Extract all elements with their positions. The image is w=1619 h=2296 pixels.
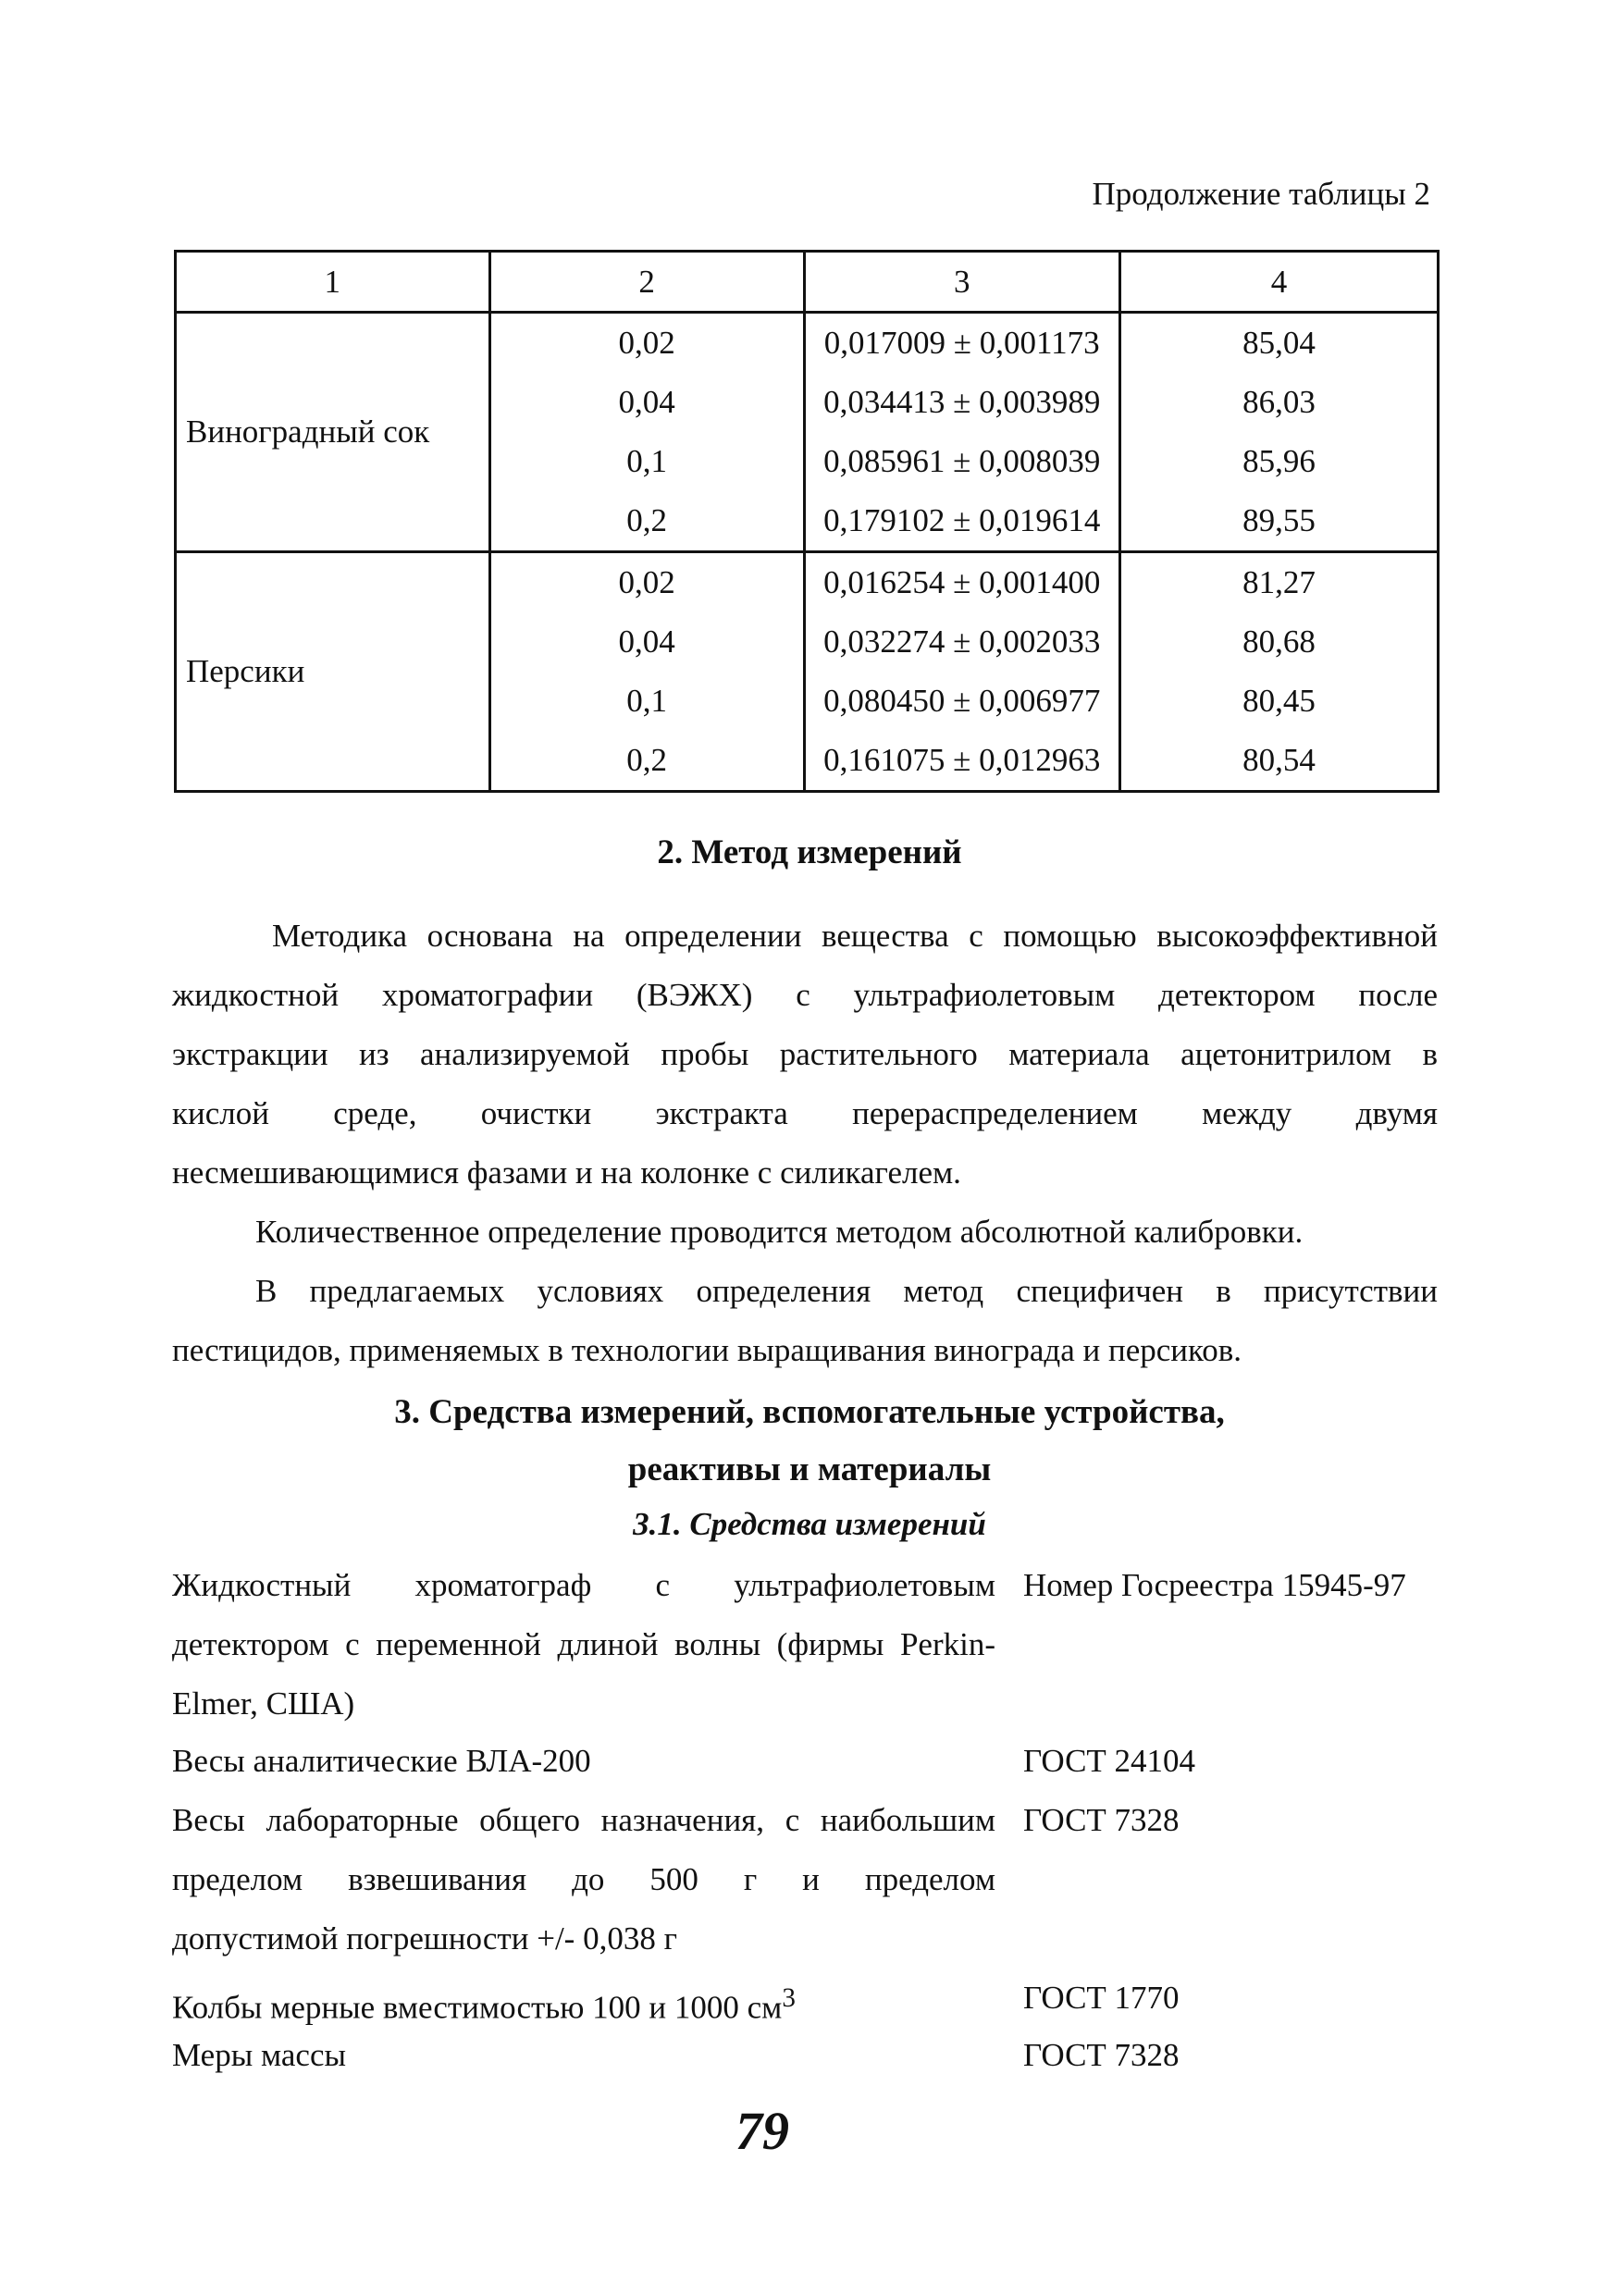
found-cell xyxy=(804,552,1119,792)
section-2-paragraph-3 xyxy=(172,1262,1438,1380)
text-line: Методика основана на определении вещества с помощью высокоэффективной xyxy=(272,918,1438,954)
instrument-item xyxy=(172,1732,1440,1791)
text-line: кислой среде, очистки экстракта перераспределением между двумя xyxy=(172,1095,1438,1131)
table-value: 86,03 xyxy=(1242,384,1316,420)
instrument-item xyxy=(172,1556,1440,1734)
section-2-paragraph-1 xyxy=(172,907,1438,1203)
results-table xyxy=(174,250,1440,793)
text-line: Весы лабораторные общего назначения, с наибольшим xyxy=(172,1802,995,1838)
table-value: 0,2 xyxy=(626,502,667,538)
instrument-item xyxy=(172,1791,1440,1969)
instrument-reference: ГОСТ 7328 xyxy=(1023,2037,1180,2073)
text-line: экстракции из анализируемой пробы растительного материала ацетонитрилом в xyxy=(172,1036,1438,1072)
section-3-1-subtitle: 3.1. Средства измерений xyxy=(633,1506,986,1542)
text-line: детектором с переменной длиной волны (фирмы Perkin- xyxy=(172,1626,995,1662)
text-line: Меры массы xyxy=(172,2037,346,2073)
section-2-paragraph-2 xyxy=(172,1203,1438,1262)
section-3-title-line-1: 3. Средства измерений, вспомогательные устройства, xyxy=(394,1393,1225,1431)
text-line: пределом взвешивания до 500 г и пределом xyxy=(172,1861,995,1897)
table-value: 0,080450 ± 0,006977 xyxy=(823,683,1101,719)
instrument-description xyxy=(172,1732,995,1791)
text-line: Elmer, США) xyxy=(172,1685,355,1722)
instrument-item xyxy=(172,2026,1440,2085)
table-value: 0,2 xyxy=(626,742,667,778)
instrument-reference: ГОСТ 1770 xyxy=(1023,1980,1180,2016)
table-value: 0,1 xyxy=(626,443,667,479)
table-value: 0,02 xyxy=(618,564,675,600)
table-group-row xyxy=(176,552,1439,792)
text-line: несмешивающимися фазами и на колонке с силикагелем. xyxy=(172,1154,961,1191)
table-value: 81,27 xyxy=(1242,564,1316,600)
text-line: допустимой погрешности +/- 0,038 г xyxy=(172,1920,677,1957)
instrument-description xyxy=(172,1556,995,1734)
table-header-cell: 3 xyxy=(804,252,1119,313)
section-2-title: 2. Метод измерений xyxy=(657,833,962,871)
instrument-description xyxy=(172,2026,995,2085)
table-header-row xyxy=(176,252,1439,313)
page-number: 79 xyxy=(735,2101,789,2161)
table-header-cell: 1 xyxy=(176,252,490,313)
table-value: 0,02 xyxy=(618,325,675,361)
table-value: 0,04 xyxy=(618,384,675,420)
text-line: жидкостной хроматографии (ВЭЖХ) с ультрафиолетовым детектором после xyxy=(172,977,1438,1013)
table-value: 0,1 xyxy=(626,683,667,719)
unit-superscript: 3 xyxy=(782,1983,796,2013)
concentration-cell xyxy=(489,313,804,552)
section-3-title-line-2: реактивы и материалы xyxy=(627,1450,992,1488)
group-name: Персики xyxy=(176,552,490,792)
table-value: 0,034413 ± 0,003989 xyxy=(823,384,1101,420)
table-caption: Продолжение таблицы 2 xyxy=(1092,176,1430,212)
instrument-reference: Номер Госреестра 15945-97 xyxy=(1023,1567,1406,1603)
table-header-cell: 4 xyxy=(1119,252,1438,313)
text-line: Весы аналитические ВЛА-200 xyxy=(172,1743,591,1779)
table-group-row xyxy=(176,313,1439,552)
table-value: 0,032274 ± 0,002033 xyxy=(823,623,1101,660)
instrument-description xyxy=(172,1791,995,1969)
recovery-cell xyxy=(1119,313,1438,552)
text-line: Количественное определение проводится методом абсолютной калибровки. xyxy=(255,1214,1304,1250)
concentration-cell xyxy=(489,552,804,792)
table-value: 0,179102 ± 0,019614 xyxy=(823,502,1101,538)
text-line: пестицидов, применяемых в технологии выращивания винограда и персиков. xyxy=(172,1332,1242,1368)
table-value: 0,04 xyxy=(618,623,675,660)
table-value: 80,68 xyxy=(1242,623,1316,660)
table-value: 80,45 xyxy=(1242,683,1316,719)
instrument-reference: ГОСТ 7328 xyxy=(1023,1802,1180,1838)
found-cell xyxy=(804,313,1119,552)
table-value: 80,54 xyxy=(1242,742,1316,778)
table-value: 0,016254 ± 0,001400 xyxy=(823,564,1101,600)
table-header-cell: 2 xyxy=(489,252,804,313)
group-name: Виноградный сок xyxy=(176,313,490,552)
table-value: 0,161075 ± 0,012963 xyxy=(823,742,1101,778)
text-line: Жидкостный хроматограф с ультрафиолетовым xyxy=(172,1567,995,1603)
table-value: 0,017009 ± 0,001173 xyxy=(823,325,1100,361)
table-value: 89,55 xyxy=(1242,502,1316,538)
instrument-reference: ГОСТ 24104 xyxy=(1023,1743,1196,1779)
table-value: 0,085961 ± 0,008039 xyxy=(823,443,1101,479)
recovery-cell xyxy=(1119,552,1438,792)
table-value: 85,04 xyxy=(1242,325,1316,361)
text-fragment: Колбы мерные вместимостью 100 и 1000 см xyxy=(172,1989,783,2026)
text-line: В предлагаемых условиях определения метод специфичен в присутствии xyxy=(255,1273,1438,1309)
table-value: 85,96 xyxy=(1242,443,1316,479)
